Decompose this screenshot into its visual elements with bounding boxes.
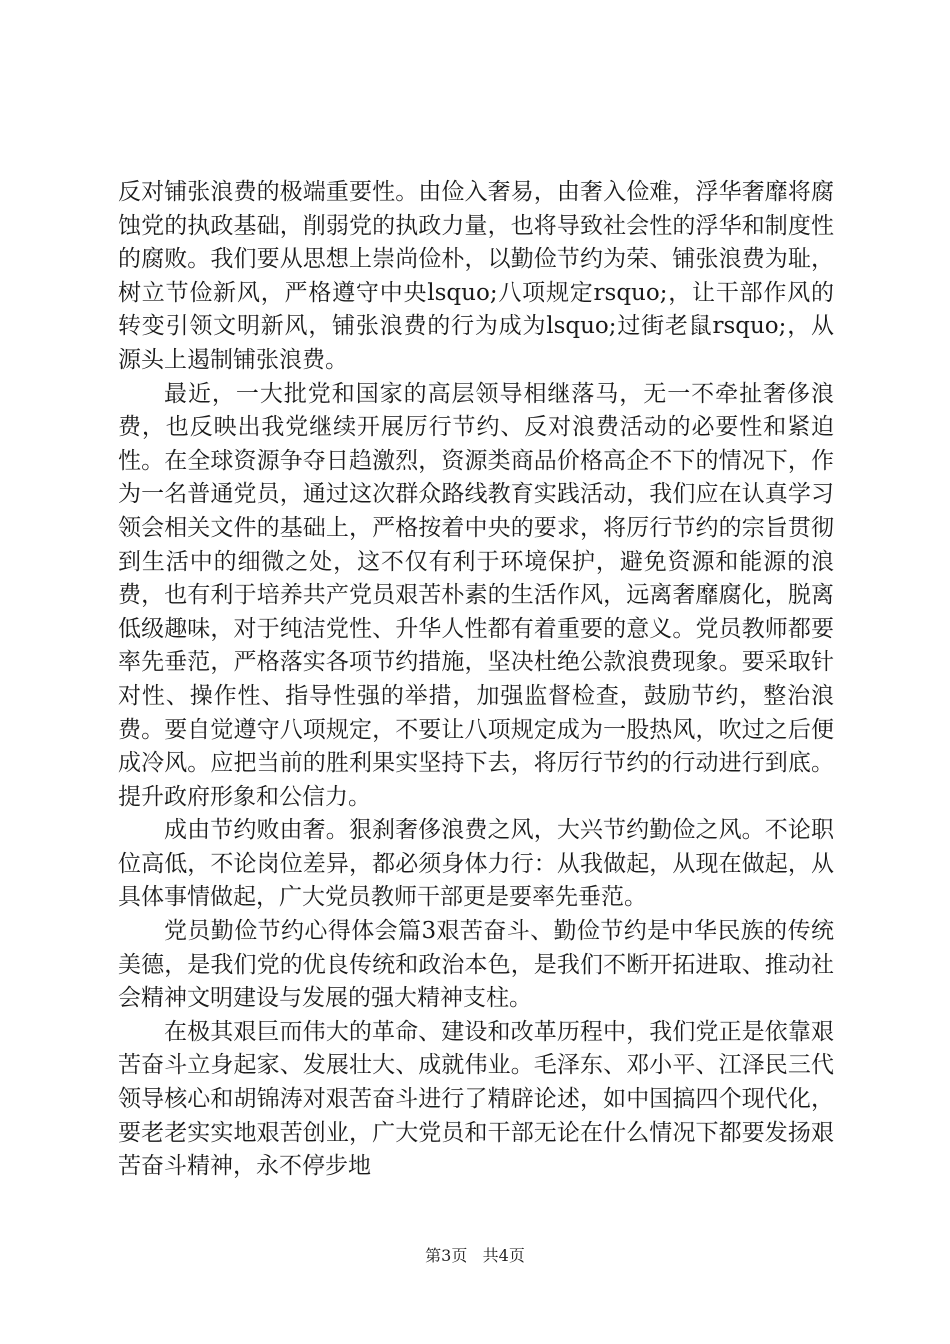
paragraph-1: 反对铺张浪费的极端重要性。由俭入奢易，由奢入俭难，浮华奢靡将腐蚀党的执政基础，削弱党的执政力量，也将导致社会性的浮华和制度性的腐败。我们要从思想上崇尚俭朴，以勤俭节约为荣、铺张浪费为耻，树立节俭新风，严格遵守中央lsquo;八项规定rsquo;，让干部作风的转变引领文明新风，铺张浪费的行为成为lsquo;过街老鼠rsquo;，从源头上遏制铺张浪费。 (118, 179, 834, 373)
paragraph-5: 在极其艰巨而伟大的革命、建设和改革历程中，我们党正是依靠艰苦奋斗立身起家、发展壮大、成就伟业。毛泽东、邓小平、江泽民三代领导核心和胡锦涛对艰苦奋斗进行了精辟论述，如中国搞四个现代化，要老老实实地艰苦创业，广大党员和干部无论在什么情况下都要发扬艰苦奋斗精神，永不停步地 (118, 1018, 834, 1180)
document-body (118, 176, 834, 1184)
page-total-label: 共4页 (482, 1246, 525, 1265)
page-footer (0, 1246, 950, 1266)
footer-separator (472, 1246, 477, 1265)
paragraph-4: 党员勤俭节约心得体会篇3艰苦奋斗、勤俭节约是中华民族的传统美德，是我们党的优良传统和政治本色，是我们不断开拓进取、推动社会精神文明建设与发展的强大精神支柱。 (118, 918, 834, 1012)
page-number-label: 第3页 (425, 1246, 468, 1265)
paragraph-3: 成由节约败由奢。狠刹奢侈浪费之风，大兴节约勤俭之风。不论职位高低，不论岗位差异，都必须身体力行：从我做起，从现在做起，从具体事情做起，广大党员教师干部更是要率先垂范。 (118, 817, 834, 911)
paragraph-2: 最近，一大批党和国家的高层领导相继落马，无一不牵扯奢侈浪费，也反映出我党继续开展厉行节约、反对浪费活动的必要性和紧迫性。在全球资源争夺日趋激烈，资源类商品价格高企不下的情况下，作为一名普通党员，通过这次群众路线教育实践活动，我们应在认真学习领会相关文件的基础上，严格按着中央的要求，将厉行节约的宗旨贯彻到生活中的细微之处，这不仅有利于环境保护，避免资源和能源的浪费，也有利于培养共产党员艰苦朴素的生活作风，远离奢靡腐化，脱离低级趣味，对于纯洁党性、升华人性都有着重要的意义。党员教师都要率先垂范，严格落实各项节约措施，坚决杜绝公款浪费现象。要采取针对性、操作性、指导性强的举措，加强监督检查，鼓励节约，整治浪费。要自觉遵守八项规定，不要让八项规定成为一股热风，吹过之后便成冷风。应把当前的胜利果实坚持下去，将厉行节约的行动进行到底。提升政府形象和公信力。 (118, 380, 834, 810)
